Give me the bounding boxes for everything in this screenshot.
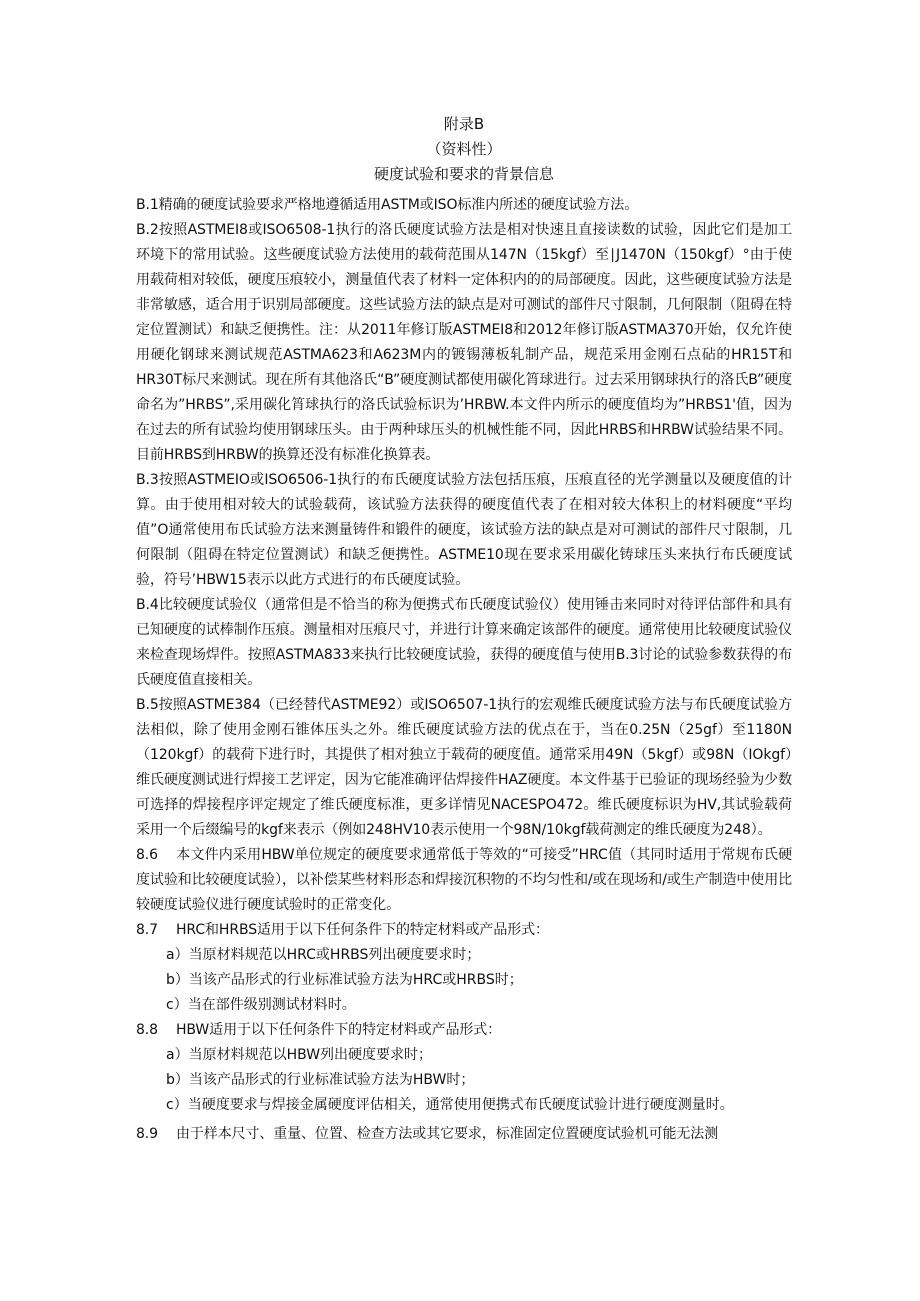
section-text: HRC和HRBS适用于以下任何条件下的特定材料或产品形式： <box>176 922 549 938</box>
appendix-subtitle: （资料性） <box>426 140 502 158</box>
section-text: 本文件内采用HBW单位规定的硬度要求通常低于等效的“可接受”HRC值（其同时适用于常规布氏硬度试验和比较硬度试验），以补偿某些材料形态和焊接沉积物的不均匀性和/或在现场和/或生产制造中使用比较硬度试验仪进行硬度试验时的正常变化。 <box>136 847 792 913</box>
section-b2: B.2按照ASTMEI8或ISO6508-1执行的洛氏硬度试验方法是相对快速且直接读数的试验，因此它们是加工环境下的常用试验。这些硬度试验方法使用的载荷范围从147N（15kgf）至∣J1470N（150kgf）°由于使用载荷相对较低，硬度压痕较小，测量值代表了材料一定体积内的的局部硬度。因此，这些硬度试验方法是非常敏感，适合用于识别局部硬度。这些试验方法的缺点是对可测试的部件尺寸限制，几何限制（阻碍在特定位置测试）和缺乏便携性。注：从2011年修订版ASTMEI8和2012年修订版ASTMA370开始，仅允许使用硬化钢球来测试规范ASTMA623和A623M内的镀锡薄板轧制产品，规范采用金刚石点砧的HR15T和HR30T标尺来测试。现在所有其他洛氏“B”硬度测试都使用碳化筲球进行。过去采用钢球执行的洛氏B”硬度命名为”HRBS”,采用碳化筲球执行的洛氏试验标识为’HRBW.本文件内所示的硬度值均为”HRBS1'值，因为在过去的所有试验均使用钢球压头。由于两种球压头的机械性能不同，因此HRBS和HRBW试验结果不同。目前HRBS到HRBW的换算还没有标准化换算表。 <box>136 222 792 463</box>
document-page <box>136 112 792 1147</box>
list-item: b）当该产品形式的行业标准试验方法为HRC或HRBS时； <box>166 972 523 988</box>
section-8-8-list <box>136 1043 792 1118</box>
list-item: c）当在部件级别测试材料时。 <box>166 997 356 1013</box>
section-b1: B.1精确的硬度试验要求严格地遵循适用ASTM或ISO标准内所述的硬度试验方法。 <box>136 197 639 213</box>
section-8-6 <box>136 843 792 918</box>
list-item: a）当原材料规范以HBW列出硬度要求时； <box>166 1047 433 1063</box>
section-8-7 <box>136 918 792 943</box>
list-item: a）当原材料规范以HRC或HRBS列出硬度要求时； <box>166 947 481 963</box>
appendix-title: 附录B <box>443 115 485 133</box>
section-8-9 <box>136 1122 792 1147</box>
section-text: 由于样本尺寸、重量、位置、检查方法或其它要求，标准固定位置硬度试验机可能无法测 <box>176 1126 719 1142</box>
section-8-8 <box>136 1018 792 1043</box>
appendix-heading: 硬度试验和要求的背景信息 <box>373 165 554 183</box>
section-b4: B.4比较硬度试验仪（通常但是不恰当的称为便携式布氏硬度试验仪）使用锤击来同时对待评估部件和具有已知硬度的试棒制作压痕。测量相对压痕尺寸，并进行计算来确定该部件的硬度。通常使用比较硬度试验仪来检查现场焊件。按照ASTMA833来执行比较硬度试验，获得的硬度值与使用B.3讨论的试验参数获得的布氏硬度值直接相关。 <box>136 597 792 688</box>
section-number: 8.9 <box>136 1126 158 1142</box>
section-b5: B.5按照ASTME384（已经替代ASTME92）或ISO6507-1执行的宏观维氏硬度试验方法与布氏硬度试验方法相似，除了使用金刚石锥体压头之外。维氏硬度试验方法的优点在于，当在0.25N（25gf）至1180N（120kgf）的载荷下进行时，其提供了相对独立于载荷的硬度值。通常采用49N（5kgf）或98N（IOkgf）维氏硬度测试进行焊接工艺评定，因为它能准确评估焊接件HAZ硬度。本文件基于已验证的现场经验为少数可选择的焊接程序评定规定了维氏硬度标准，更多详情见NACESPO472。维氏硬度标识为HV,其试验载荷采用一个后缀编号的kgf来表示（例如248HV10表示使用一个98N∕10kgf载荷测定的维氏硬度为248）。 <box>136 697 792 838</box>
list-item: b）当该产品形式的行业标准试验方法为HBW时； <box>166 1072 475 1088</box>
section-text: HBW适用于以下任何条件下的特定材料或产品形式： <box>176 1022 502 1038</box>
section-number: 8.7 <box>136 922 158 938</box>
list-item: c）当硬度要求与焊接金属硬度评估相关，通常使用便携式布氏硬度试验计进行硬度测量时。 <box>166 1097 734 1113</box>
section-number: 8.8 <box>136 1022 158 1038</box>
section-b3: B.3按照ASTMEIO或ISO6506-1执行的布氏硬度试验方法包括压痕，压痕直径的光学测量以及硬度值的计算。由于使用相对较大的试验载荷，该试验方法获得的硬度值代表了在相对较大体积上的材料硬度“平均值”O通常使用布氏试验方法来测量铸件和锻件的硬度，该试验方法的缺点是对可测试的部件尺寸限制，几何限制（阻碍在特定位置测试）和缺乏便携性。ASTME10现在要求采用碳化铸球压头来执行布氏硬度试验，符号’HBW15表示以此方式进行的布氏硬度试验。 <box>136 472 792 588</box>
section-number: 8.6 <box>136 847 158 863</box>
section-8-7-list <box>136 943 792 1018</box>
